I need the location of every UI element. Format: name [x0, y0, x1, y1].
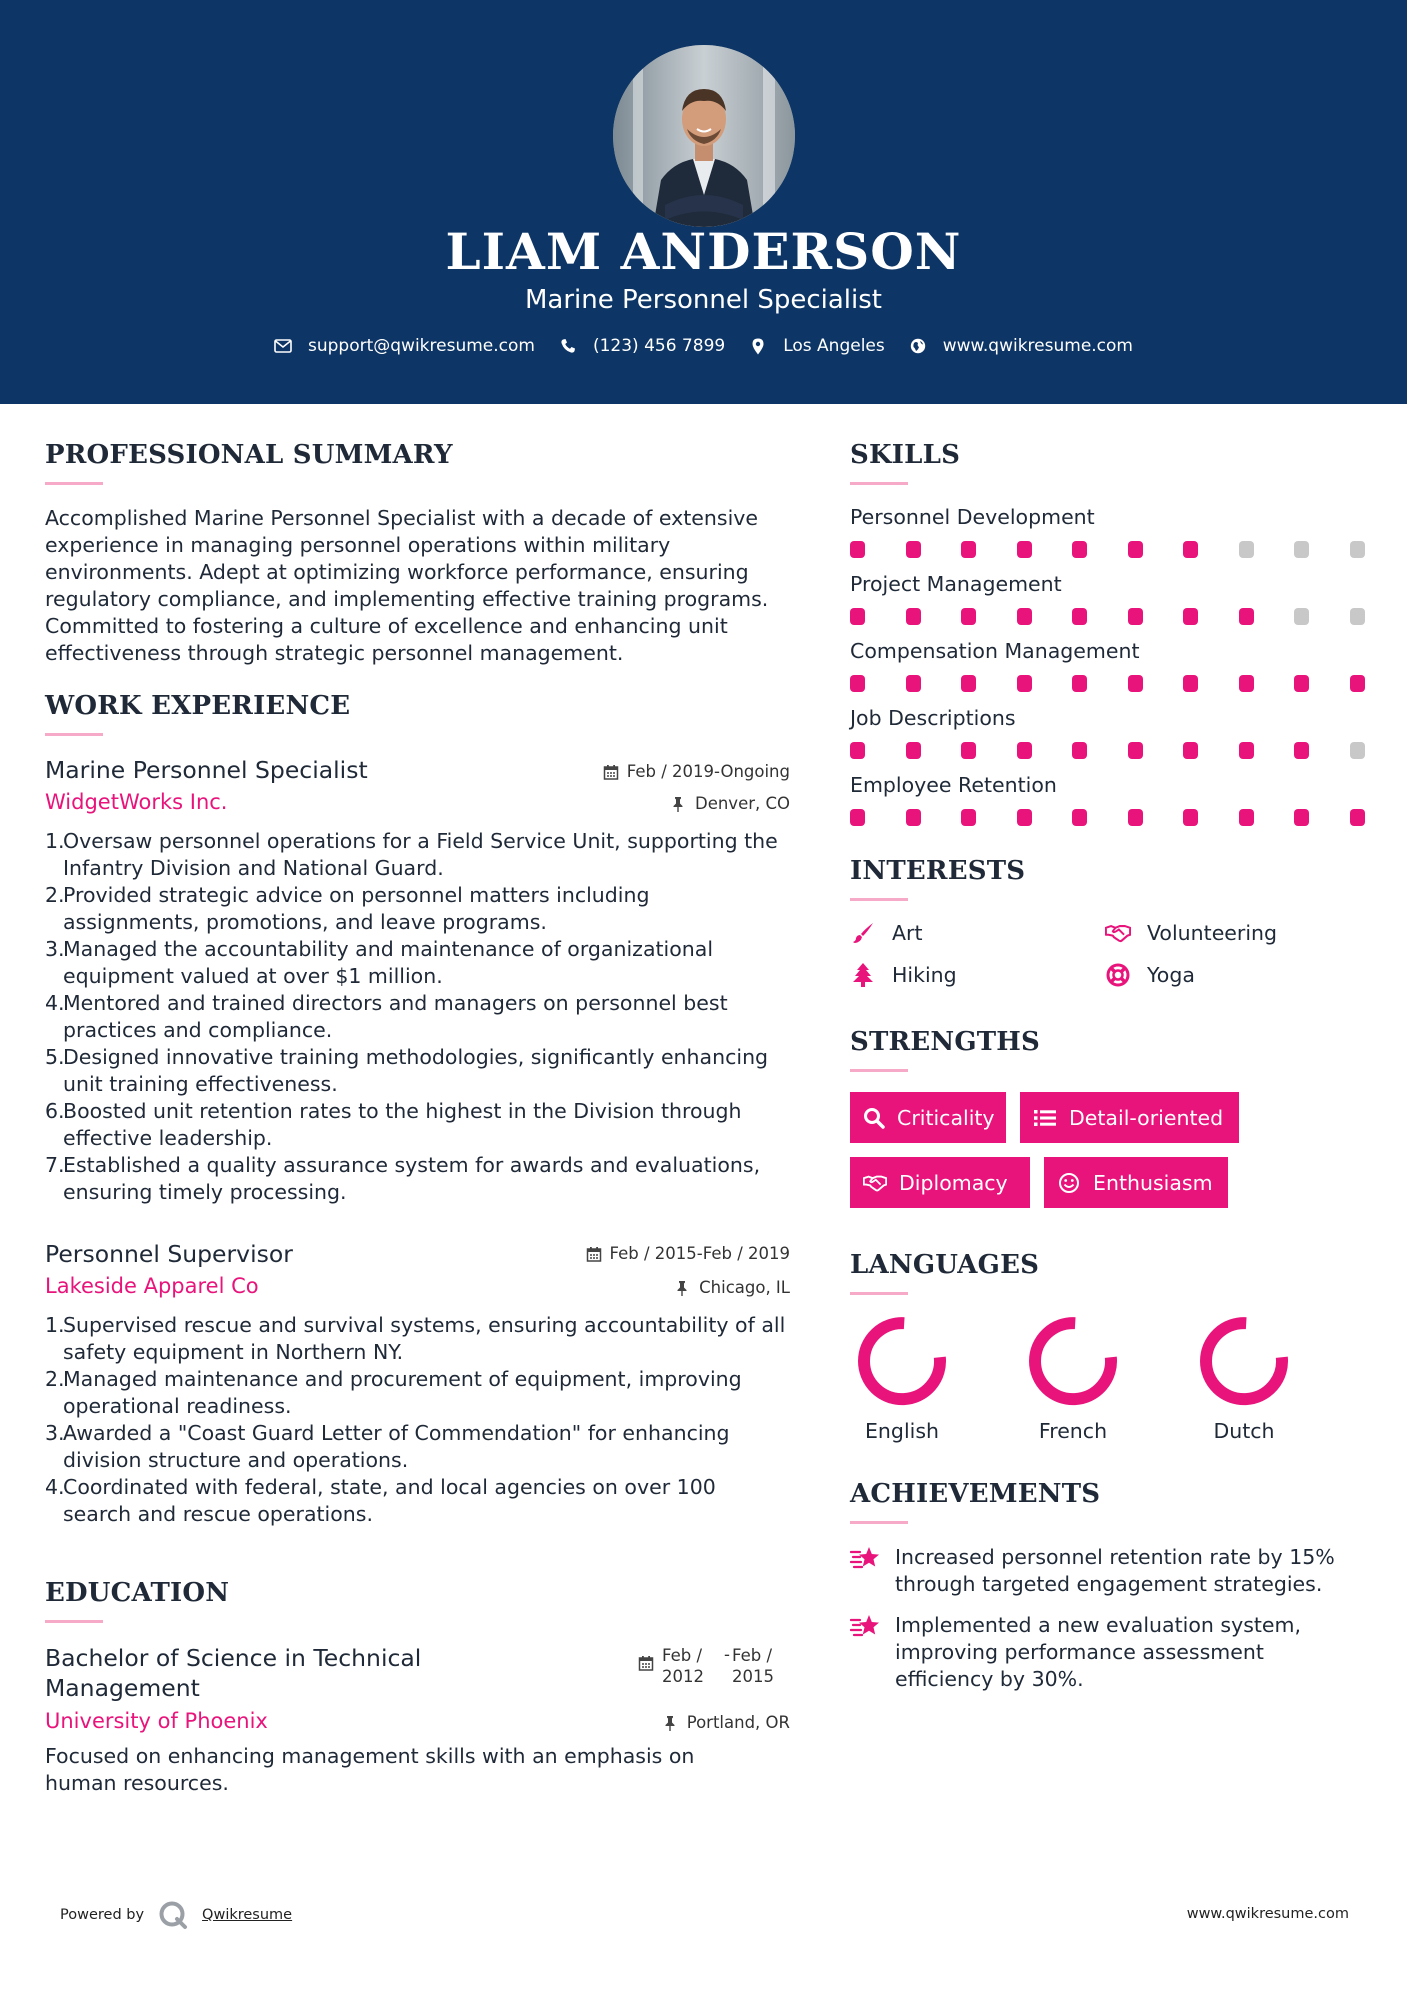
languages-list [850, 1315, 1365, 1443]
job-date-text: Feb / 2015-Feb / 2019 [609, 1244, 790, 1263]
search-icon [863, 1107, 885, 1129]
job-entry [45, 756, 790, 1206]
footer-website[interactable]: www.qwikresume.com [1186, 1906, 1349, 1922]
rating-dot-filled [961, 608, 976, 625]
rating-dot-filled [1294, 675, 1309, 692]
achievements-section [850, 1479, 1365, 1693]
rating-dot-filled [906, 675, 921, 692]
education-location-text: Portland, OR [686, 1713, 790, 1732]
rating-dot-filled [1017, 675, 1032, 692]
profile-photo [613, 45, 795, 227]
experience-heading: WORK EXPERIENCE [45, 691, 351, 721]
star-badge-icon [850, 1544, 882, 1574]
list-item: 2. Managed maintenance and procurement of equipment, improving operational readiness. [45, 1367, 742, 1418]
languages-heading: LANGUAGES [850, 1250, 1040, 1280]
rating-dot-filled [1017, 608, 1032, 625]
rating-dot-filled [1128, 742, 1143, 759]
achievements-heading: ACHIEVEMENTS [850, 1479, 1101, 1509]
list-item: 4. Coordinated with federal, state, and local agencies on over 100 search and rescue operations. [45, 1475, 716, 1526]
calendar-icon [603, 764, 619, 780]
powered-by-label: Powered by [60, 1907, 145, 1923]
strength-tag [850, 1157, 1030, 1208]
candidate-title: Marine Personnel Specialist [525, 285, 882, 315]
pushpin-icon [663, 1715, 679, 1731]
list-item: 7. Established a quality assurance system for awards and evaluations, ensuring timely processing. [45, 1153, 761, 1204]
list-item: 5. Designed innovative training methodologies, significantly enhancing unit training effectiveness. [45, 1045, 769, 1096]
education-start: Feb / 2012 [662, 1646, 705, 1686]
interest-label: Hiking [892, 963, 957, 987]
strength-label: Diplomacy [899, 1170, 1008, 1195]
contact-email[interactable] [274, 336, 535, 356]
experience-section [45, 691, 790, 1528]
rating-dot-filled [1128, 608, 1143, 625]
rating-dot-filled [1128, 541, 1143, 558]
strengths-heading: STRENGTHS [850, 1027, 1041, 1057]
strength-tag [850, 1092, 1006, 1143]
education-text: Focused on enhancing management skills with an emphasis on human resources. [45, 1744, 695, 1795]
job-date [603, 762, 790, 781]
rating-dot-filled [1239, 742, 1254, 759]
qwikresume-link[interactable]: Qwikresume [202, 1907, 293, 1923]
rating-dot-filled [1183, 608, 1198, 625]
section-rule [850, 898, 908, 901]
rating-dot-filled [1128, 809, 1143, 826]
skill-item [850, 505, 1365, 558]
education-end: Feb / 2015 [732, 1646, 774, 1686]
summary-text: Accomplished Marine Personnel Specialist with a decade of extensive experience in managing personnel operations within military environments. Adept at optimizing workforce performance, ensuring regulatory compliance, and implementing effective training programs. Committed to fostering a culture of excellence and enhancing unit effectiveness through strategic personnel management. [45, 506, 769, 665]
rating-dot-filled [906, 809, 921, 826]
skills-list [850, 505, 1365, 826]
strengths-section [850, 1027, 1365, 1222]
job-location [671, 794, 790, 813]
skill-rating [850, 742, 1365, 759]
list-item: 3. Awarded a "Coast Guard Letter of Commendation" for enhancing division structure and operations. [45, 1421, 730, 1472]
rating-dot-filled [1239, 675, 1254, 692]
rating-dot-filled [1017, 809, 1032, 826]
language-name: Dutch [1213, 1419, 1275, 1443]
job-location [675, 1278, 790, 1297]
interests-section [850, 856, 1365, 987]
rating-dot-filled [1072, 809, 1087, 826]
section-rule [45, 482, 103, 485]
star-badge-icon [850, 1612, 882, 1642]
section-rule [850, 1292, 908, 1295]
rating-dot-empty [1350, 742, 1365, 759]
language-name: English [864, 1419, 940, 1443]
job-title: Personnel Supervisor [45, 1240, 293, 1268]
achievement-item [850, 1612, 1365, 1693]
rating-dot-filled [1183, 742, 1198, 759]
right-column [850, 440, 1365, 1707]
summary-heading: PROFESSIONAL SUMMARY [45, 440, 453, 470]
rating-dot-empty [1350, 608, 1365, 625]
footer-powered-by [60, 1900, 292, 1930]
company-name: Lakeside Apparel Co [45, 1274, 259, 1298]
job-location-text: Denver, CO [694, 794, 790, 813]
interest-item [1105, 921, 1360, 945]
list-item: 1. Supervised rescue and survival systems, ensuring accountability of all safety equipment in Northern NY. [45, 1313, 786, 1364]
email-text: support@qwikresume.com [308, 336, 535, 356]
rating-dot-filled [961, 675, 976, 692]
skill-item [850, 773, 1365, 826]
list-icon [1033, 1107, 1057, 1129]
language-name: French [1038, 1419, 1108, 1443]
rating-dot-filled [961, 541, 976, 558]
skill-name: Project Management [850, 572, 1062, 596]
language-item [850, 1315, 1021, 1443]
website-text: www.qwikresume.com [942, 336, 1133, 356]
contact-website[interactable] [909, 336, 1133, 356]
language-item [1192, 1315, 1363, 1443]
contact-bar [0, 336, 1407, 356]
skill-rating [850, 541, 1365, 558]
interests-list [850, 921, 1365, 987]
strength-tag [1020, 1092, 1239, 1143]
education-dates [638, 1645, 790, 1687]
achievement-text: Implemented a new evaluation system, improving performance assessment efficiency by 30%. [895, 1613, 1302, 1691]
job-location-text: Chicago, IL [699, 1278, 790, 1297]
skill-rating [850, 675, 1365, 692]
education-heading: EDUCATION [45, 1578, 230, 1608]
qwikresume-logo-icon [158, 1900, 188, 1930]
rating-dot-filled [1072, 742, 1087, 759]
strength-tag [1044, 1157, 1228, 1208]
pushpin-icon [671, 796, 687, 812]
interest-label: Yoga [1147, 963, 1195, 987]
resume-header [0, 0, 1407, 404]
languages-section [850, 1250, 1365, 1443]
skill-name: Personnel Development [850, 505, 1095, 529]
list-item: 6. Boosted unit retention rates to the highest in the Division through effective leadership. [45, 1099, 742, 1150]
calendar-icon [638, 1655, 654, 1671]
skills-heading: SKILLS [850, 440, 961, 470]
skills-section [850, 440, 1365, 826]
school-name: University of Phoenix [45, 1709, 268, 1733]
list-item: 2. Provided strategic advice on personnel matters including assignments, promotions, and leave programs. [45, 883, 650, 934]
skill-name: Employee Retention [850, 773, 1057, 797]
rating-dot-filled [906, 742, 921, 759]
skill-item [850, 706, 1365, 759]
job-bullets [45, 828, 790, 1206]
rating-dot-filled [1239, 809, 1254, 826]
language-level-ring [856, 1315, 948, 1407]
job-entry [45, 1240, 790, 1528]
section-rule [850, 1069, 908, 1072]
interest-label: Art [892, 921, 923, 945]
rating-dot-filled [850, 742, 865, 759]
interest-item [850, 921, 1105, 945]
company-name: WidgetWorks Inc. [45, 790, 228, 814]
rating-dot-empty [1239, 541, 1254, 558]
language-level-ring [1198, 1315, 1290, 1407]
strengths-list [850, 1092, 1365, 1222]
education-section [45, 1578, 790, 1797]
rating-dot-filled [850, 541, 865, 558]
rating-dot-filled [1017, 541, 1032, 558]
section-rule [850, 482, 908, 485]
contact-location [749, 336, 885, 356]
achievement-text: Increased personnel retention rate by 15% through targeted engagement strategies. [895, 1545, 1335, 1596]
rating-dot-empty [1294, 608, 1309, 625]
rating-dot-filled [961, 809, 976, 826]
rating-dot-filled [906, 541, 921, 558]
rating-dot-empty [1294, 541, 1309, 558]
rating-dot-filled [850, 675, 865, 692]
rating-dot-filled [1294, 742, 1309, 759]
rating-dot-empty [1350, 541, 1365, 558]
envelope-icon [274, 337, 292, 355]
contact-phone[interactable] [559, 336, 725, 356]
job-title: Marine Personnel Specialist [45, 756, 368, 784]
rating-dot-filled [1350, 809, 1365, 826]
list-item: 3. Managed the accountability and maintenance of organizational equipment valued at over $1 million. [45, 937, 714, 988]
interest-item [1105, 963, 1360, 987]
job-bullets [45, 1312, 790, 1528]
job-date-text: Feb / 2019-Ongoing [626, 762, 790, 781]
interest-label: Volunteering [1147, 921, 1278, 945]
strength-label: Criticality [897, 1105, 995, 1130]
date-separator: - [724, 1645, 730, 1664]
rating-dot-filled [1183, 809, 1198, 826]
section-rule [45, 1620, 103, 1623]
list-item: 1. Oversaw personnel operations for a Field Service Unit, supporting the Infantry Division and National Guard. [45, 829, 778, 880]
smile-icon [1057, 1172, 1081, 1194]
rating-dot-filled [1072, 608, 1087, 625]
interest-item [850, 963, 1105, 987]
calendar-icon [586, 1246, 602, 1262]
skill-name: Compensation Management [850, 639, 1140, 663]
skill-rating [850, 608, 1365, 625]
section-rule [850, 1521, 908, 1524]
phone-icon [559, 337, 577, 355]
education-location [663, 1713, 790, 1732]
list-item: 4. Mentored and trained directors and managers on personnel best practices and compliance. [45, 991, 728, 1042]
rating-dot-filled [850, 809, 865, 826]
rating-dot-filled [1128, 675, 1143, 692]
tree-icon [850, 963, 876, 987]
paintbrush-icon [850, 921, 876, 945]
degree-title: Bachelor of Science in Technical Management [45, 1644, 422, 1702]
rating-dot-filled [961, 742, 976, 759]
rating-dot-filled [906, 608, 921, 625]
candidate-name: LIAM ANDERSON [445, 222, 962, 281]
rating-dot-filled [1294, 809, 1309, 826]
job-date [586, 1244, 790, 1263]
skill-item [850, 572, 1365, 625]
skill-name: Job Descriptions [850, 706, 1016, 730]
rating-dot-filled [1017, 742, 1032, 759]
rating-dot-filled [1350, 675, 1365, 692]
rating-dot-filled [1072, 675, 1087, 692]
skill-item [850, 639, 1365, 692]
phone-text: (123) 456 7899 [592, 336, 726, 356]
rating-dot-filled [1239, 608, 1254, 625]
language-level-ring [1027, 1315, 1119, 1407]
rating-dot-filled [1183, 675, 1198, 692]
handshake-icon [863, 1172, 887, 1194]
rating-dot-filled [1183, 541, 1198, 558]
left-column [45, 440, 790, 1797]
location-text: Los Angeles [783, 336, 885, 356]
language-item [1021, 1315, 1192, 1443]
map-pin-icon [749, 337, 767, 355]
lifebuoy-icon [1105, 963, 1131, 987]
handshake-icon [1105, 921, 1131, 945]
globe-icon [909, 337, 927, 355]
strength-label: Detail-oriented [1069, 1105, 1224, 1130]
skill-rating [850, 809, 1365, 826]
pushpin-icon [675, 1280, 691, 1296]
section-rule [45, 733, 103, 736]
rating-dot-filled [850, 608, 865, 625]
strength-label: Enthusiasm [1093, 1170, 1213, 1195]
rating-dot-filled [1072, 541, 1087, 558]
achievement-item [850, 1544, 1365, 1598]
summary-section [45, 440, 790, 667]
interests-heading: INTERESTS [850, 856, 1026, 886]
